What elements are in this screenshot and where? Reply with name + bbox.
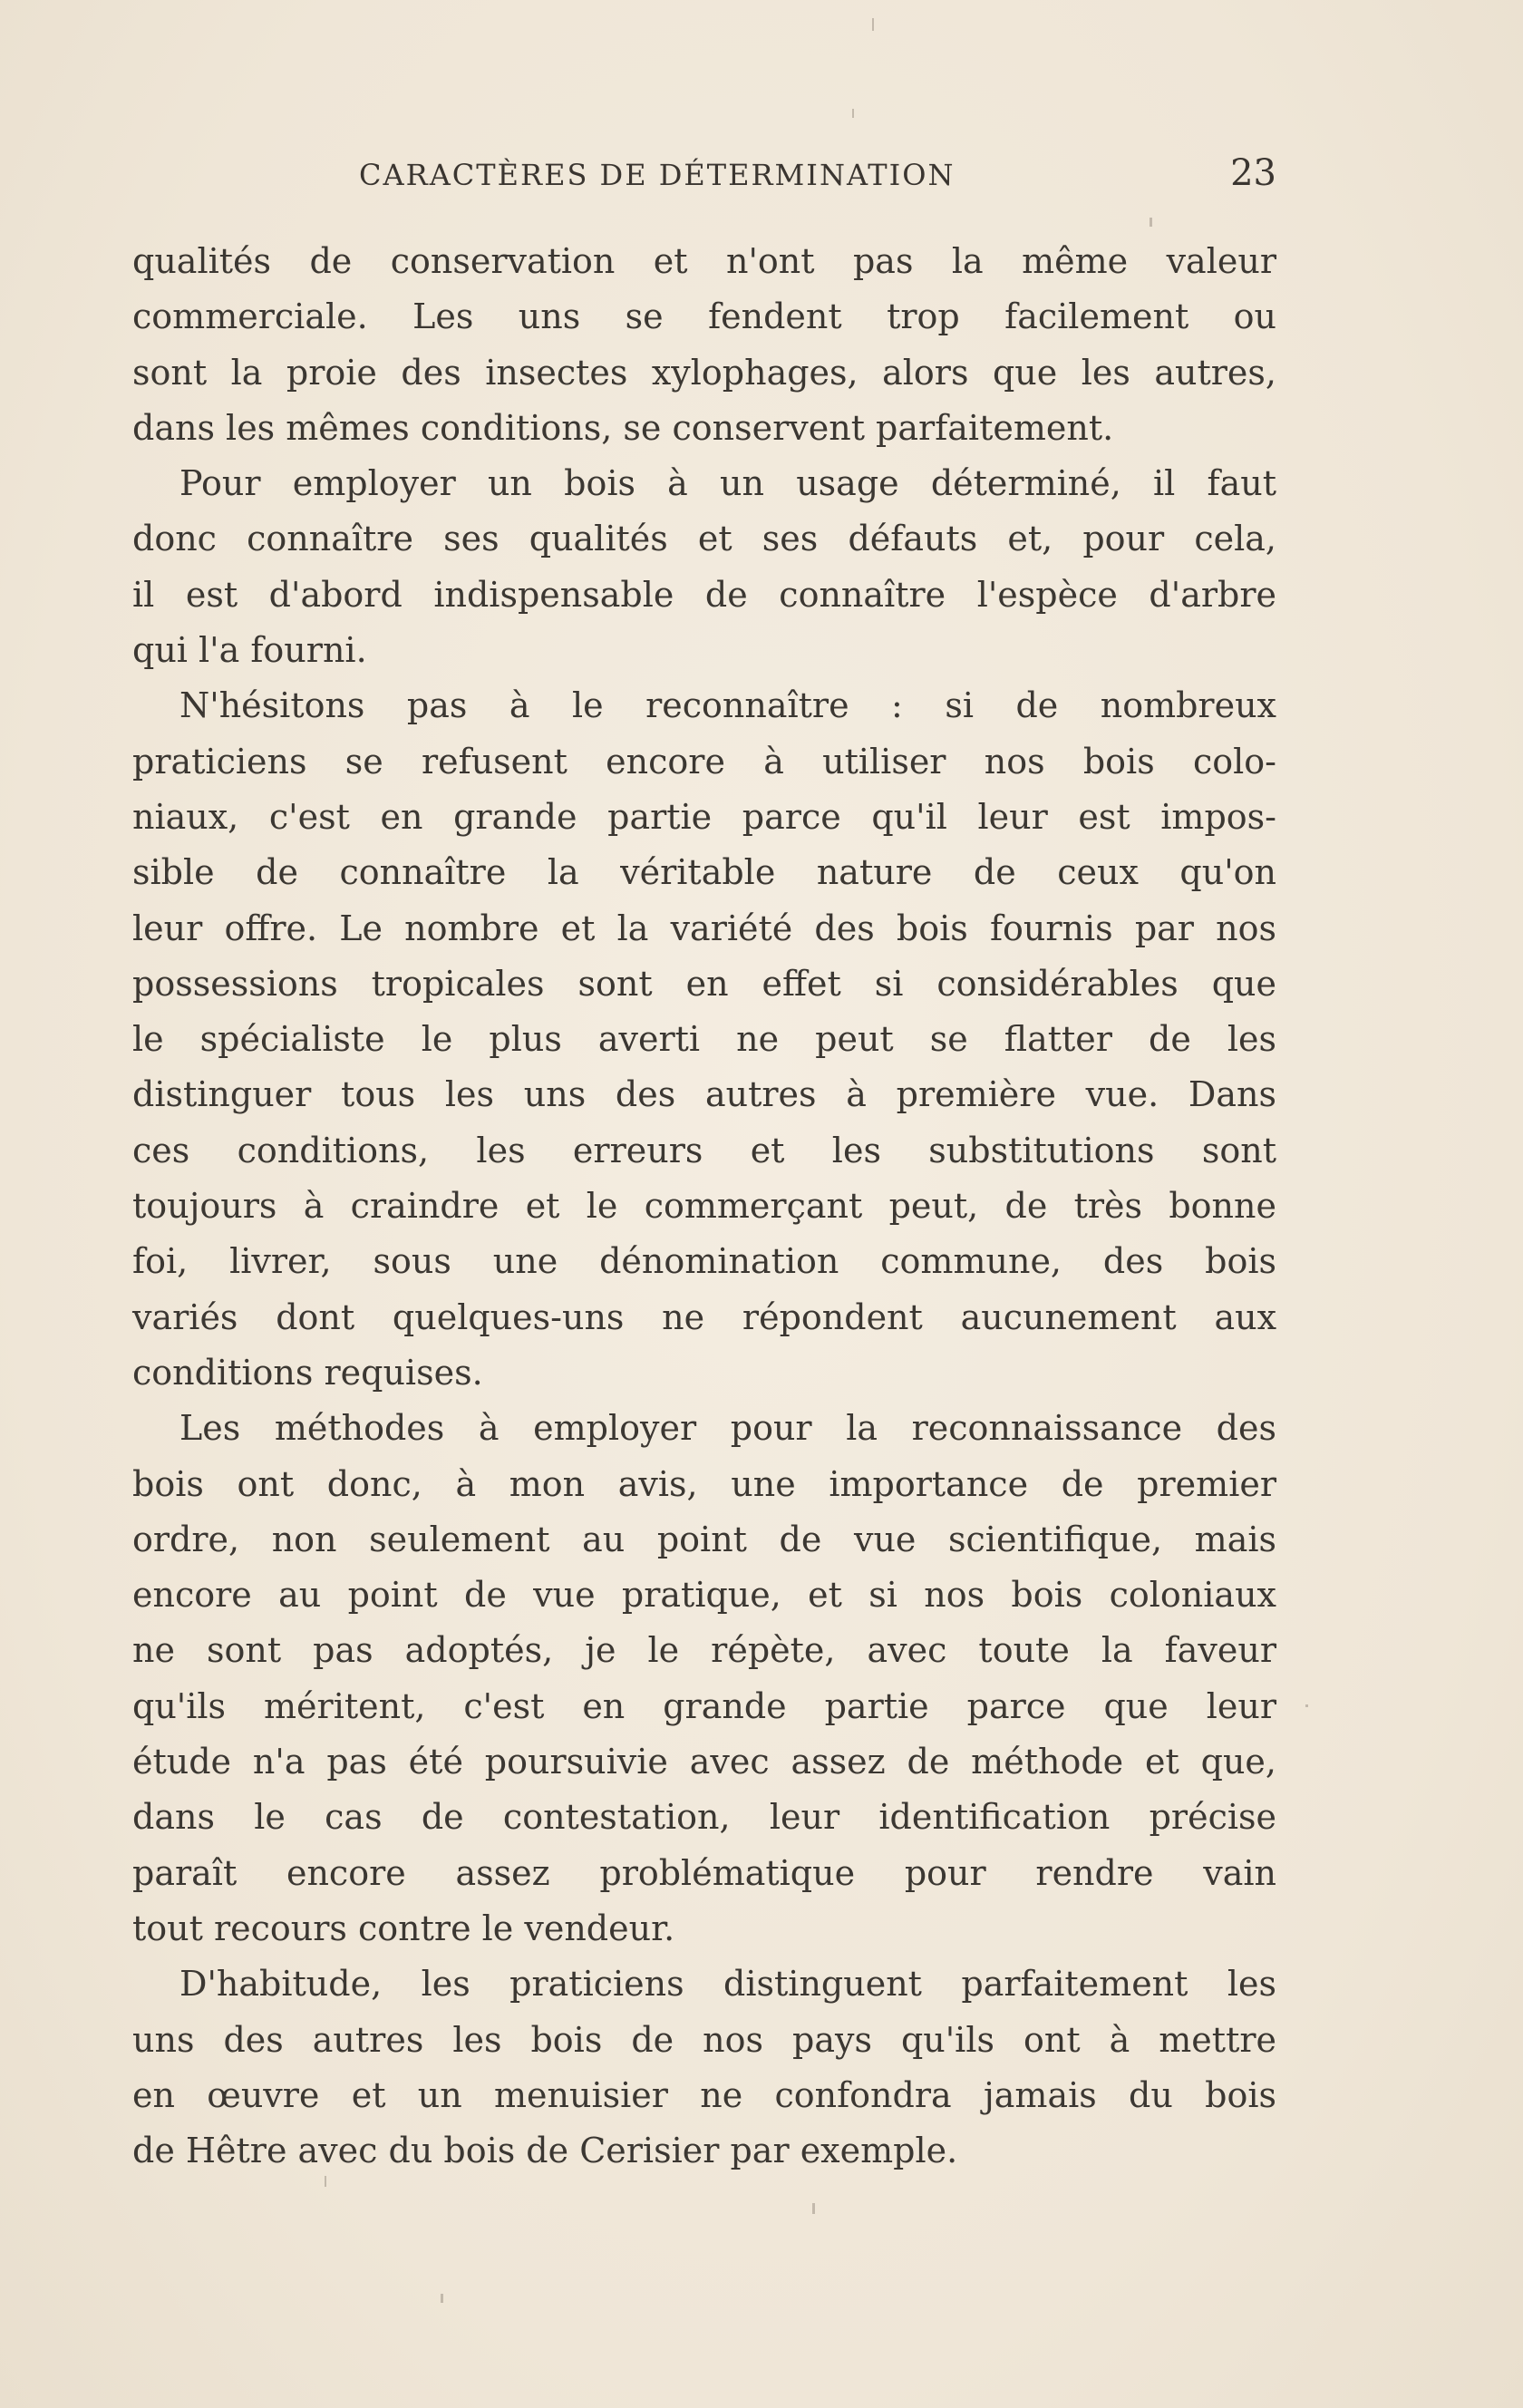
text-line: qualités de conservation et n'ont pas la même valeur	[132, 241, 1276, 281]
paper-speck	[872, 18, 874, 31]
page-header	[132, 152, 1276, 203]
paper-speck	[1150, 218, 1152, 227]
text-line: sont la proie des insectes xylophages, alors que les autres,	[132, 352, 1276, 393]
text-line: possessions tropicales sont en effet si considérables que	[132, 963, 1276, 1004]
text-line: leur offre. Le nombre et la variété des bois fournis par nos	[132, 908, 1276, 948]
running-title: CARACTÈRES DE DÉTERMINATION	[359, 158, 956, 192]
text-line: D'habitude, les praticiens distinguent parfaitement les	[179, 1964, 1276, 2005]
text-line: N'hésitons pas à le reconnaître : si de nombreux	[179, 685, 1276, 726]
text-line: paraît encore assez problématique pour rendre vain	[132, 1852, 1276, 1893]
body-text	[132, 234, 1276, 2179]
text-line: qu'ils méritent, c'est en grande partie parce que leur	[132, 1685, 1276, 1726]
paper-speck	[441, 2294, 443, 2303]
text-line: de Hêtre avec du bois de Cerisier par exemple.	[132, 2131, 958, 2171]
paper-speck	[812, 2203, 815, 2214]
text-line: niaux, c'est en grande partie parce qu'il leur est impos-	[132, 796, 1276, 837]
paper-speck	[1305, 1704, 1308, 1707]
text-line: étude n'a pas été poursuivie avec assez de méthode et que,	[132, 1742, 1276, 1782]
text-line: encore au point de vue pratique, et si nos bois coloniaux	[132, 1575, 1276, 1616]
text-line: Les méthodes à employer pour la reconnaissance des	[179, 1408, 1276, 1449]
text-line: toujours à craindre et le commerçant peut, de très bonne	[132, 1186, 1276, 1227]
text-line: ne sont pas adoptés, je le répète, avec toute la faveur	[132, 1630, 1276, 1671]
text-line: praticiens se refusent encore à utiliser nos bois colo-	[132, 741, 1276, 782]
text-line: bois ont donc, à mon avis, une importance de premier	[132, 1463, 1276, 1504]
text-line: donc connaître ses qualités et ses défauts et, pour cela,	[132, 519, 1276, 559]
text-line: sible de connaître la véritable nature de ceux qu'on	[132, 852, 1276, 893]
page-number: 23	[1230, 152, 1276, 194]
text-line: commerciale. Les uns se fendent trop facilement ou	[132, 296, 1276, 337]
text-line: foi, livrer, sous une dénomination commune, des bois	[132, 1241, 1276, 1282]
text-line: en œuvre et un menuisier ne confondra jamais du bois	[132, 2074, 1276, 2115]
text-line: uns des autres les bois de nos pays qu'ils ont à mettre	[132, 2019, 1276, 2060]
text-line: qui l'a fourni.	[132, 630, 367, 671]
text-line: distinguer tous les uns des autres à première vue. Dans	[132, 1074, 1276, 1115]
paper-speck	[852, 109, 854, 118]
text-line: le spécialiste le plus averti ne peut se flatter de les	[132, 1019, 1276, 1060]
text-line: variés dont quelques-uns ne répondent aucunement aux	[132, 1296, 1276, 1337]
text-line: dans le cas de contestation, leur identification précise	[132, 1797, 1276, 1838]
text-line: conditions requises.	[132, 1352, 483, 1393]
text-line: dans les mêmes conditions, se conservent parfaitement.	[132, 407, 1114, 448]
text-line: Pour employer un bois à un usage déterminé, il faut	[179, 463, 1276, 504]
text-line: tout recours contre le vendeur.	[132, 1908, 675, 1948]
text-line: ordre, non seulement au point de vue scientifique, mais	[132, 1519, 1276, 1559]
text-line: ces conditions, les erreurs et les substitutions sont	[132, 1130, 1276, 1170]
text-line: il est d'abord indispensable de connaître l'espèce d'arbre	[132, 574, 1276, 615]
paper-speck	[325, 2176, 326, 2187]
